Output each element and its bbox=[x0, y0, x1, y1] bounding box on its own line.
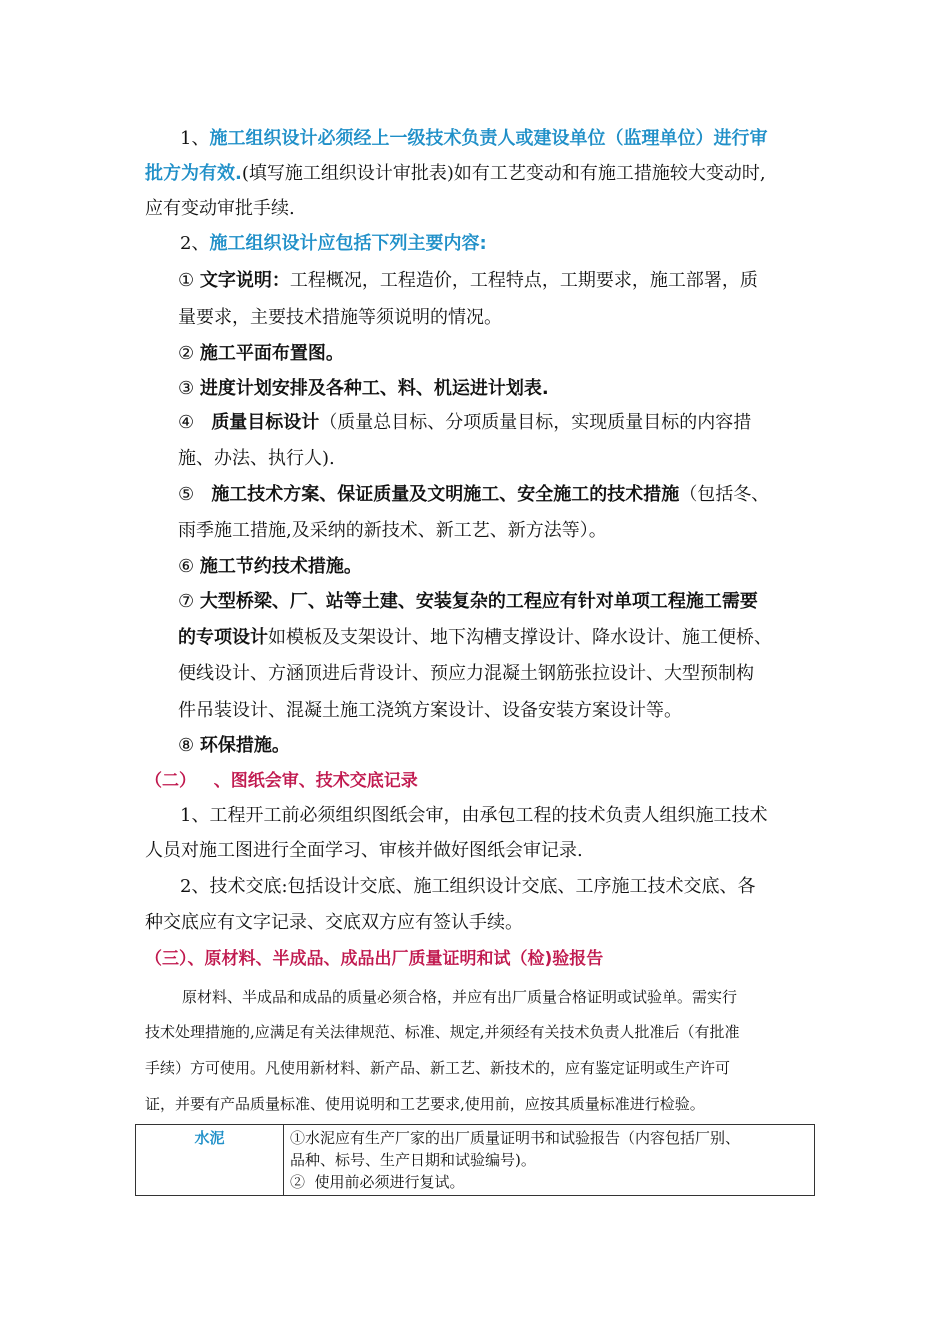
item-1-title: 文字说明： bbox=[199, 270, 290, 291]
item-2-title: 施工平面布置图。 bbox=[199, 343, 344, 364]
section-3-heading: （三）、原材料、半成品、成品出厂质量证明和试（检)验报告 bbox=[145, 949, 604, 969]
item-7-title: 大型桥梁、厂、站等土建、安装复杂的工程应有针对单项工程施工需要 bbox=[199, 591, 758, 612]
section-2-heading: （二） 、图纸会审、技术交底记录 bbox=[145, 771, 418, 791]
item-4-line-2: 施、办法、执行人). bbox=[178, 448, 335, 469]
item-5-line-2: 雨季施工措施,及采纳的新技术、新工艺、新方法等）。 bbox=[178, 520, 607, 541]
item-1-line-1 bbox=[178, 270, 758, 292]
section-2-para-2-line-2: 种交底应有文字记录、交底双方应有签认手续。 bbox=[145, 912, 523, 933]
section-3-line-3: 手续）方可使用。凡使用新材料、新产品、新工艺、新技术的，应有鉴定证明或生产许可 bbox=[145, 1059, 731, 1077]
item-6-marker: ⑥ bbox=[178, 556, 195, 577]
item-1-marker: ① bbox=[178, 270, 195, 291]
para-1-text: (填写施工组织设计审批表)如有工艺变动和有施工措施较大变动时, bbox=[241, 163, 766, 184]
item-8-marker: ⑧ bbox=[178, 735, 195, 756]
item-1-line-2: 量要求，主要技术措施等须说明的情况。 bbox=[178, 307, 502, 328]
item-5-marker: ⑤ bbox=[178, 484, 195, 505]
item-7-line-4: 件吊装设计、混凝土施工浇筑方案设计、设备安装方案设计等。 bbox=[178, 700, 682, 721]
item-5-line-1 bbox=[178, 484, 769, 506]
table-row bbox=[136, 1125, 815, 1196]
item-1-text: 工程概况，工程造价，工程特点，工期要求，施工部署，质 bbox=[289, 270, 758, 291]
item-7-title-end: 的专项设计 bbox=[178, 627, 268, 648]
table-content-cell bbox=[284, 1125, 815, 1196]
para-2-number: 2、 bbox=[180, 233, 210, 254]
item-2-marker: ② bbox=[178, 343, 195, 364]
item-3-marker: ③ bbox=[178, 378, 195, 399]
item-3 bbox=[178, 378, 549, 400]
section-2-para-2-line-1: 2、技术交底:包括设计交底、施工组织设计交底、工序施工技术交底、各 bbox=[180, 876, 756, 897]
section-3-line-2: 技术处理措施的,应满足有关法律规范、标准、规定,并须经有关技术负责人批准后（有批准 bbox=[145, 1023, 740, 1041]
item-7-line-3: 便线设计、方涵顶进后背设计、预应力混凝土钢筋张拉设计、大型预制构 bbox=[178, 663, 754, 684]
item-8 bbox=[178, 735, 290, 757]
item-5-title: 施工技术方案、保证质量及文明施工、安全施工的技术措施 bbox=[211, 484, 680, 505]
para-1-line-3: 应有变动审批手续. bbox=[145, 198, 295, 219]
item-8-title: 环保措施。 bbox=[199, 735, 290, 756]
section-3-line-4: 证，并要有产品质量标准、使用说明和工艺要求,使用前，应按其质量标准进行检验。 bbox=[145, 1095, 705, 1113]
para-1-line-2 bbox=[145, 163, 766, 185]
item-5-text: （包括冬、 bbox=[679, 484, 770, 505]
section-2-para-1-line-2: 人员对施工图进行全面学习、审核并做好图纸会审记录. bbox=[145, 840, 583, 861]
materials-table bbox=[135, 1124, 815, 1196]
item-6-title: 施工节约技术措施。 bbox=[199, 556, 362, 577]
para-1-number: 1、 bbox=[180, 128, 210, 149]
item-7-line-1 bbox=[178, 591, 758, 613]
para-1-line-1 bbox=[180, 128, 767, 150]
para-2-heading: 施工组织设计应包括下列主要内容: bbox=[209, 233, 487, 254]
item-4-title: 质量目标设计 bbox=[211, 412, 320, 433]
para-2-line bbox=[180, 233, 487, 255]
table-header-cell: 水泥 bbox=[136, 1125, 284, 1196]
para-1-highlight-end: 批方为有效. bbox=[145, 163, 242, 184]
section-2-para-1-line-1: 1、工程开工前必须组织图纸会审，由承包工程的技术负责人组织施工技术 bbox=[180, 805, 768, 826]
item-7-line-2 bbox=[178, 627, 772, 649]
section-3-line-1: 原材料、半成品和成品的质量必须合格，并应有出厂质量合格证明或试验单。需实行 bbox=[182, 988, 738, 1006]
item-7-text: 如模板及支架设计、地下沟槽支撑设计、降水设计、施工便桥、 bbox=[268, 627, 772, 648]
table-line-3: ② 使用前必须进行复试。 bbox=[290, 1173, 465, 1191]
item-4-line-1 bbox=[178, 412, 751, 434]
item-2 bbox=[178, 343, 344, 365]
table-line-1: ①水泥应有生产厂家的出厂质量证明书和试验报告（内容包括厂别、 bbox=[290, 1129, 741, 1147]
item-3-title: 进度计划安排及各种工、料、机运进计划表. bbox=[199, 378, 549, 399]
item-4-text: （质量总目标、分项质量目标，实现质量目标的内容措 bbox=[319, 412, 752, 433]
item-7-marker: ⑦ bbox=[178, 591, 195, 612]
item-4-marker: ④ bbox=[178, 412, 195, 433]
para-1-highlight: 施工组织设计必须经上一级技术负责人或建设单位（监理单位）进行审 bbox=[209, 128, 768, 149]
item-6 bbox=[178, 556, 362, 578]
table-line-2: 品种、标号、生产日期和试验编号)。 bbox=[290, 1151, 536, 1169]
